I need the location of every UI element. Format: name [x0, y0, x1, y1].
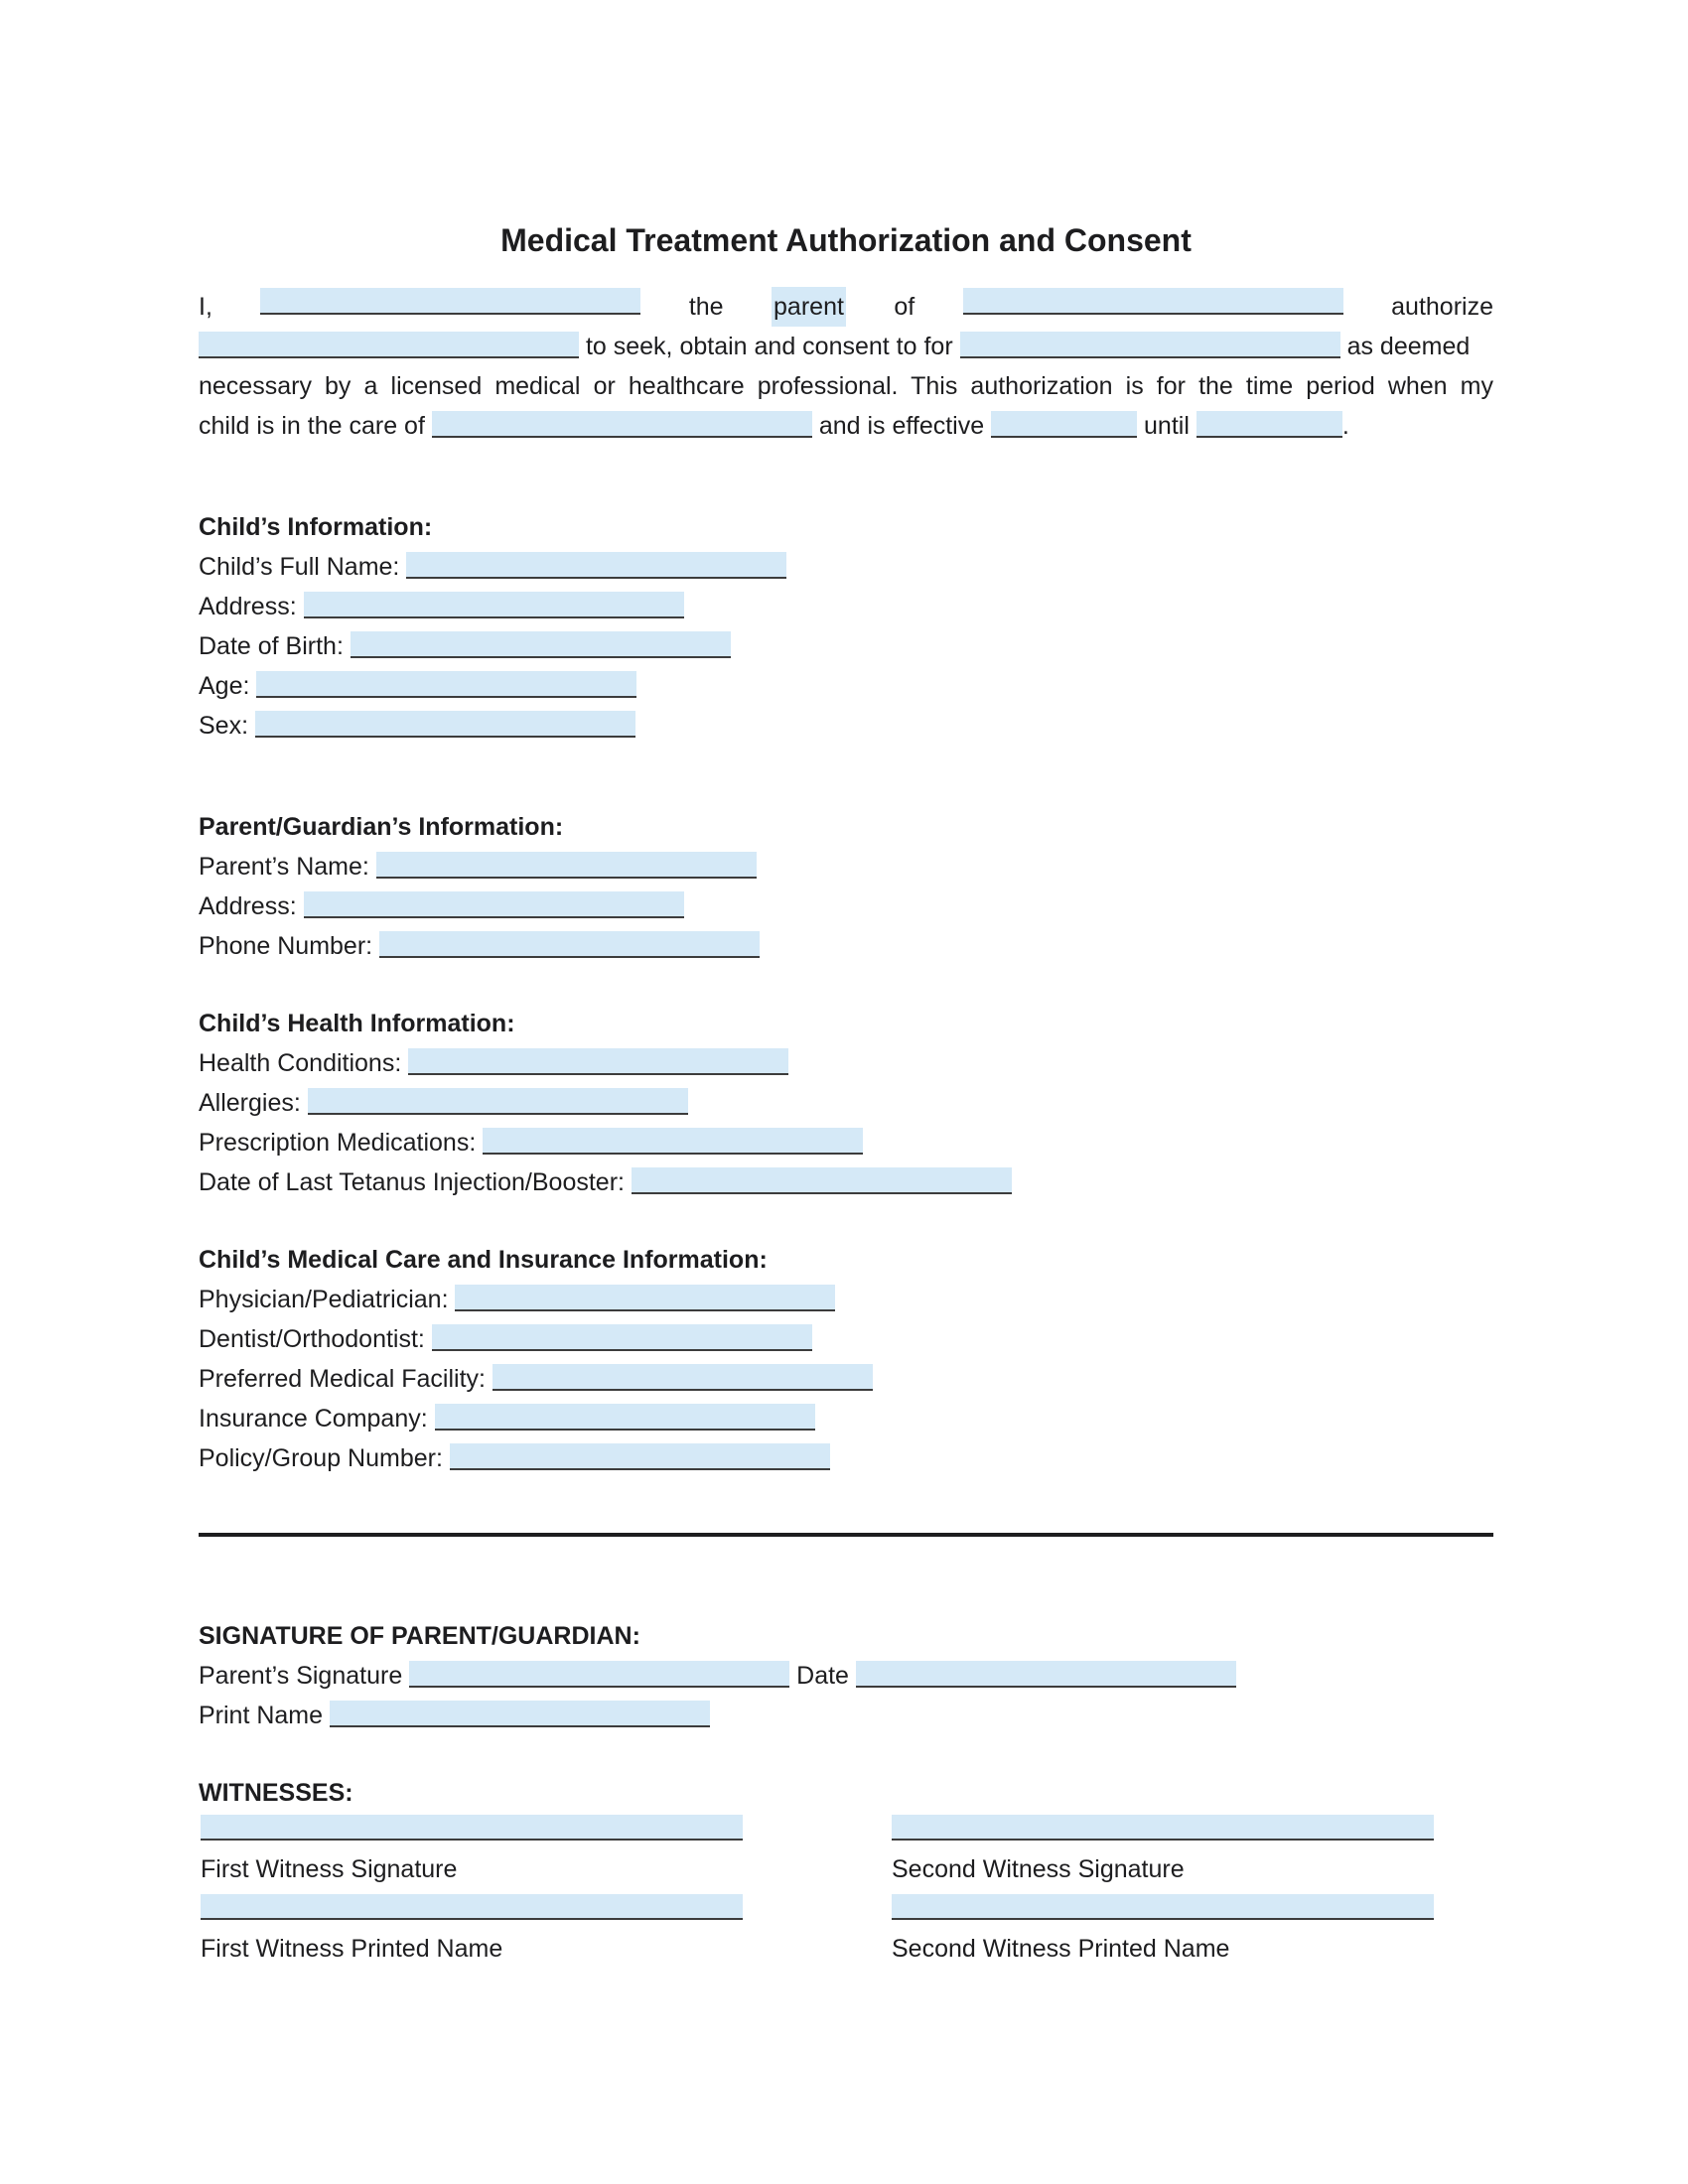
field-label: Print Name: [199, 1702, 324, 1729]
field-label: Address:: [199, 593, 297, 620]
insurance-company-field[interactable]: [435, 1404, 815, 1431]
field-label: Physician/Pediatrician:: [199, 1286, 449, 1313]
child-info-section: [199, 507, 1493, 746]
second-witness-name-block: [892, 1894, 1434, 1964]
section-heading: Child’s Health Information:: [199, 1010, 515, 1037]
field-row: [199, 587, 1493, 626]
second-witness-signature-field[interactable]: [892, 1815, 1434, 1841]
relationship-field[interactable]: parent: [772, 287, 846, 327]
parent-signature-field[interactable]: [409, 1661, 789, 1688]
field-row: [199, 1162, 1493, 1202]
parent-name-field[interactable]: [376, 852, 757, 879]
intro-period: .: [1341, 412, 1349, 440]
field-row: [199, 706, 1493, 746]
treatment-blank[interactable]: [960, 332, 1340, 358]
allergies-field[interactable]: [308, 1088, 688, 1115]
field-row: [199, 626, 1493, 666]
policy-number-field[interactable]: [450, 1443, 830, 1470]
authorization-paragraph: [199, 287, 1493, 446]
field-row: [199, 887, 1493, 926]
field-label: Second Witness Signature: [892, 1855, 1185, 1883]
until-date-blank[interactable]: [1196, 411, 1342, 438]
field-row: [199, 1123, 1493, 1162]
first-witness-name-field[interactable]: [201, 1894, 743, 1920]
field-row: [199, 847, 1493, 887]
field-label: Prescription Medications:: [199, 1129, 477, 1157]
tetanus-date-field[interactable]: [632, 1167, 1012, 1194]
print-name-field[interactable]: [330, 1701, 710, 1727]
signature-section: [199, 1616, 1493, 1813]
first-witness-signature-block: [201, 1815, 743, 1884]
parent-address-field[interactable]: [304, 891, 684, 918]
field-label: Date of Last Tetanus Injection/Booster:: [199, 1168, 625, 1196]
care-of-blank[interactable]: [432, 411, 812, 438]
intro-word-of: of: [894, 293, 915, 321]
field-label: Insurance Company:: [199, 1405, 428, 1433]
intro-word-the: the: [688, 293, 724, 321]
field-label: Second Witness Printed Name: [892, 1935, 1230, 1963]
field-row: [199, 1280, 1493, 1319]
date-of-birth-field[interactable]: [351, 631, 731, 658]
field-row: [199, 1438, 1493, 1478]
section-divider: [199, 1533, 1493, 1537]
field-row: [199, 1319, 1493, 1359]
health-info-section: [199, 1004, 1493, 1202]
intro-line-2: [199, 327, 1493, 366]
caregiver-name-blank[interactable]: [199, 332, 579, 358]
field-label: Age:: [199, 672, 250, 700]
field-label: Parent’s Signature: [199, 1662, 403, 1690]
field-row: [199, 1696, 1493, 1735]
section-heading: Child’s Information:: [199, 513, 433, 541]
section-heading: WITNESSES:: [199, 1779, 353, 1807]
intro-text-2: to seek, obtain and consent to for: [585, 333, 953, 360]
intro-line-4: [199, 406, 1493, 446]
signature-date-field[interactable]: [856, 1661, 1236, 1688]
field-label: Child’s Full Name:: [199, 553, 400, 581]
field-label: Phone Number:: [199, 932, 373, 960]
intro-line-3: necessary by a licensed medical or healthcare professional. This authorization is for the time period when my: [199, 372, 1493, 400]
intro-text-5: and is effective: [818, 412, 985, 440]
field-label: First Witness Printed Name: [201, 1935, 503, 1963]
field-label: Address:: [199, 892, 297, 920]
field-label: Parent’s Name:: [199, 853, 369, 881]
section-heading: SIGNATURE OF PARENT/GUARDIAN:: [199, 1622, 640, 1650]
health-conditions-field[interactable]: [408, 1048, 788, 1075]
child-full-name-field[interactable]: [406, 552, 786, 579]
field-row: [199, 1359, 1493, 1399]
field-label: Date: [796, 1662, 849, 1690]
field-label: Health Conditions:: [199, 1049, 402, 1077]
section-heading: Child’s Medical Care and Insurance Information:: [199, 1246, 768, 1274]
field-label: First Witness Signature: [201, 1855, 458, 1883]
intro-line-1: [199, 287, 1493, 327]
child-address-field[interactable]: [304, 592, 684, 618]
intro-text-4: child is in the care of: [199, 412, 425, 440]
phone-number-field[interactable]: [379, 931, 760, 958]
prescription-medications-field[interactable]: [483, 1128, 863, 1155]
age-field[interactable]: [256, 671, 636, 698]
parent-name-blank[interactable]: [260, 288, 640, 315]
field-row: [199, 666, 1493, 706]
field-label: Policy/Group Number:: [199, 1444, 443, 1472]
field-row: [199, 1083, 1493, 1123]
field-row: [199, 926, 1493, 966]
intro-word-i: I,: [199, 293, 212, 321]
parent-info-section: [199, 807, 1493, 966]
section-heading: Parent/Guardian’s Information:: [199, 813, 564, 841]
field-label: Dentist/Orthodontist:: [199, 1325, 425, 1353]
first-witness-signature-field[interactable]: [201, 1815, 743, 1841]
second-witness-name-field[interactable]: [892, 1894, 1434, 1920]
page-title: Medical Treatment Authorization and Consent: [500, 222, 1192, 258]
field-row: [199, 1043, 1493, 1083]
field-label: Sex:: [199, 712, 249, 740]
physician-field[interactable]: [455, 1285, 835, 1311]
intro-text-6: until: [1144, 412, 1190, 440]
child-name-blank[interactable]: [963, 288, 1343, 315]
sex-field[interactable]: [255, 711, 635, 738]
form-page: [199, 218, 1493, 1478]
second-witness-signature-block: [892, 1815, 1434, 1884]
intro-text-3: as deemed: [1346, 333, 1471, 360]
preferred-facility-field[interactable]: [492, 1364, 873, 1391]
field-row: [199, 1656, 1493, 1696]
dentist-field[interactable]: [432, 1324, 812, 1351]
care-insurance-section: [199, 1240, 1493, 1478]
intro-word-authorize: authorize: [1391, 293, 1493, 321]
field-label: Date of Birth:: [199, 632, 344, 660]
field-label: Allergies:: [199, 1089, 301, 1117]
field-row: [199, 547, 1493, 587]
field-row: [199, 1399, 1493, 1438]
first-witness-name-block: [201, 1894, 743, 1964]
effective-date-blank[interactable]: [991, 411, 1137, 438]
field-label: Preferred Medical Facility:: [199, 1365, 486, 1393]
